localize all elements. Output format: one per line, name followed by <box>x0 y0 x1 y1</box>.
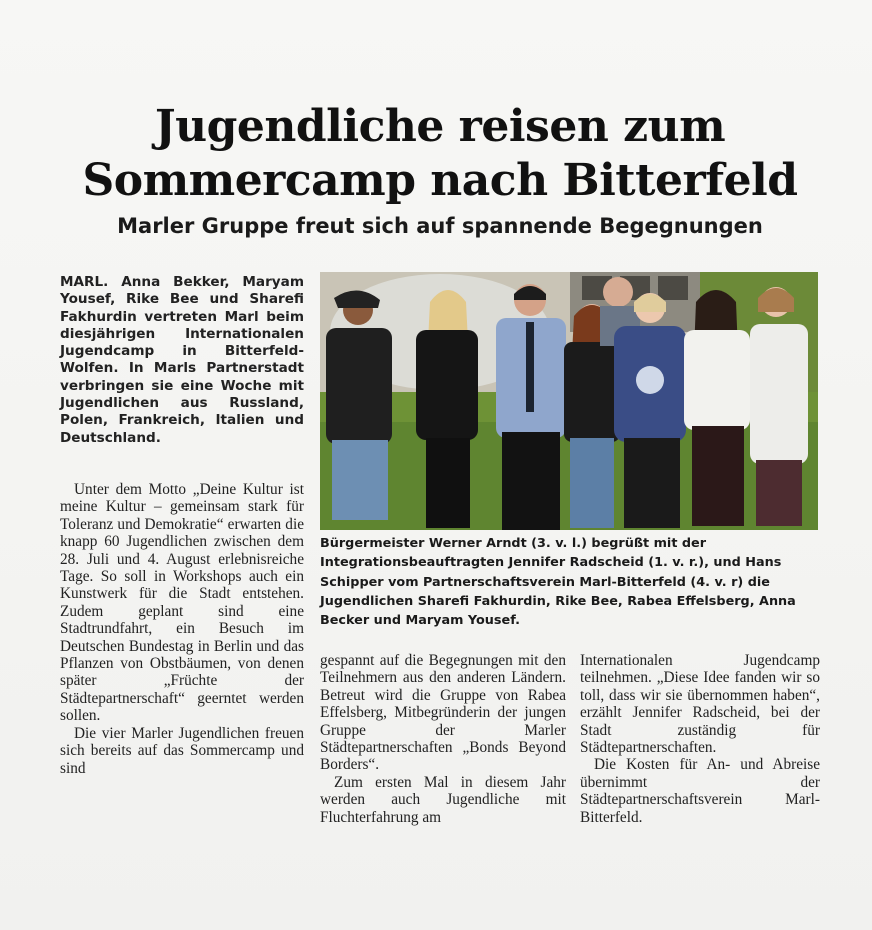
group-photo <box>320 272 818 530</box>
article-subheadline: Marler Gruppe freut sich auf spannende Begegnungen <box>117 214 763 238</box>
group-photo-illustration <box>320 272 818 530</box>
article-column-1 <box>60 481 304 777</box>
paragraph-refugees-start: Zum ersten Mal in diesem Jahr werden auch Jugendliche mit Fluchterfahrung am <box>320 773 566 826</box>
headline-line-1: Jugendliche reisen zum <box>154 101 726 152</box>
paragraph-costs: Die Kosten für An- und Abreise übernimmt der Städtepartnerschaftsverein Marl-Bitterfeld. <box>580 756 820 826</box>
article-intro <box>60 274 304 447</box>
intro-text: Anna Bekker, Maryam Yousef, Rike Bee und Sharefi Fakhurdin vertreten Marl beim diesjährigen Internationalen Jugendcamp in Bitterfeld-Wolfen. In Marls Partnerstadt verbringen sie eine Woche mit Jugendlichen aus Russland, Polen, Frankreich, Italien und Deutschland. <box>60 274 304 446</box>
article-headline <box>40 100 840 208</box>
paragraph-anticipation-start: Die vier Marler Jugendlichen freuen sich bereits auf das Sommercamp und sind <box>60 724 304 777</box>
photo-caption: Bürgermeister Werner Arndt (3. v. l.) begrüßt mit der Integrationsbeauftragten Jennifer Radscheid (1. v. r.), und Hans Schipper vom Partnerschaftsverein Marl-Bitterfeld (4. v. r) die Jugendlichen Sharefi Fakhurdin, Rike Bee, Rabea Effelsberg, Anna Becker und Maryam Yousef. <box>320 536 796 629</box>
paragraph-refugees-end: Internationalen Jugendcamp teilnehmen. „Diese Idee fanden wir so toll, dass wir sie übernommen haben“, erzählt Jennifer Radscheid, bei der Stadt zuständig für Städtepartnerschaften. <box>580 652 820 757</box>
article-column-2 <box>320 652 566 826</box>
article-column-3 <box>580 652 820 826</box>
headline-line-2: Sommercamp nach Bitterfeld <box>82 155 798 206</box>
dateline: MARL. <box>60 274 109 290</box>
paragraph-anticipation-end: gespannt auf die Begegnungen mit den Teilnehmern aus den anderen Ländern. Betreut wird die Gruppe von Rabea Effelsberg, Mitbegründerin der jungen Gruppe der Marler Städtepartnerschaften „Bonds Beyond Borders“. <box>320 652 566 774</box>
paragraph-motto: Unter dem Motto „Deine Kultur ist meine Kultur – gemeinsam stark für Toleranz und Demokratie“ erwarten die knapp 60 Jugendlichen zwischen dem 28. Juli und 4. August erlebnisreiche Tage. So soll in Workshops auch ein Kunstwerk für die Stadt entstehen. Zudem geplant sind eine Stadtrundfahrt, ein Besuch im Deutschen Bundestag in Berlin und das Pflanzen von Obstbäumen, von denen später „Früchte der Städtepartnerschaft“ geerntet werden sollen. <box>60 481 304 725</box>
